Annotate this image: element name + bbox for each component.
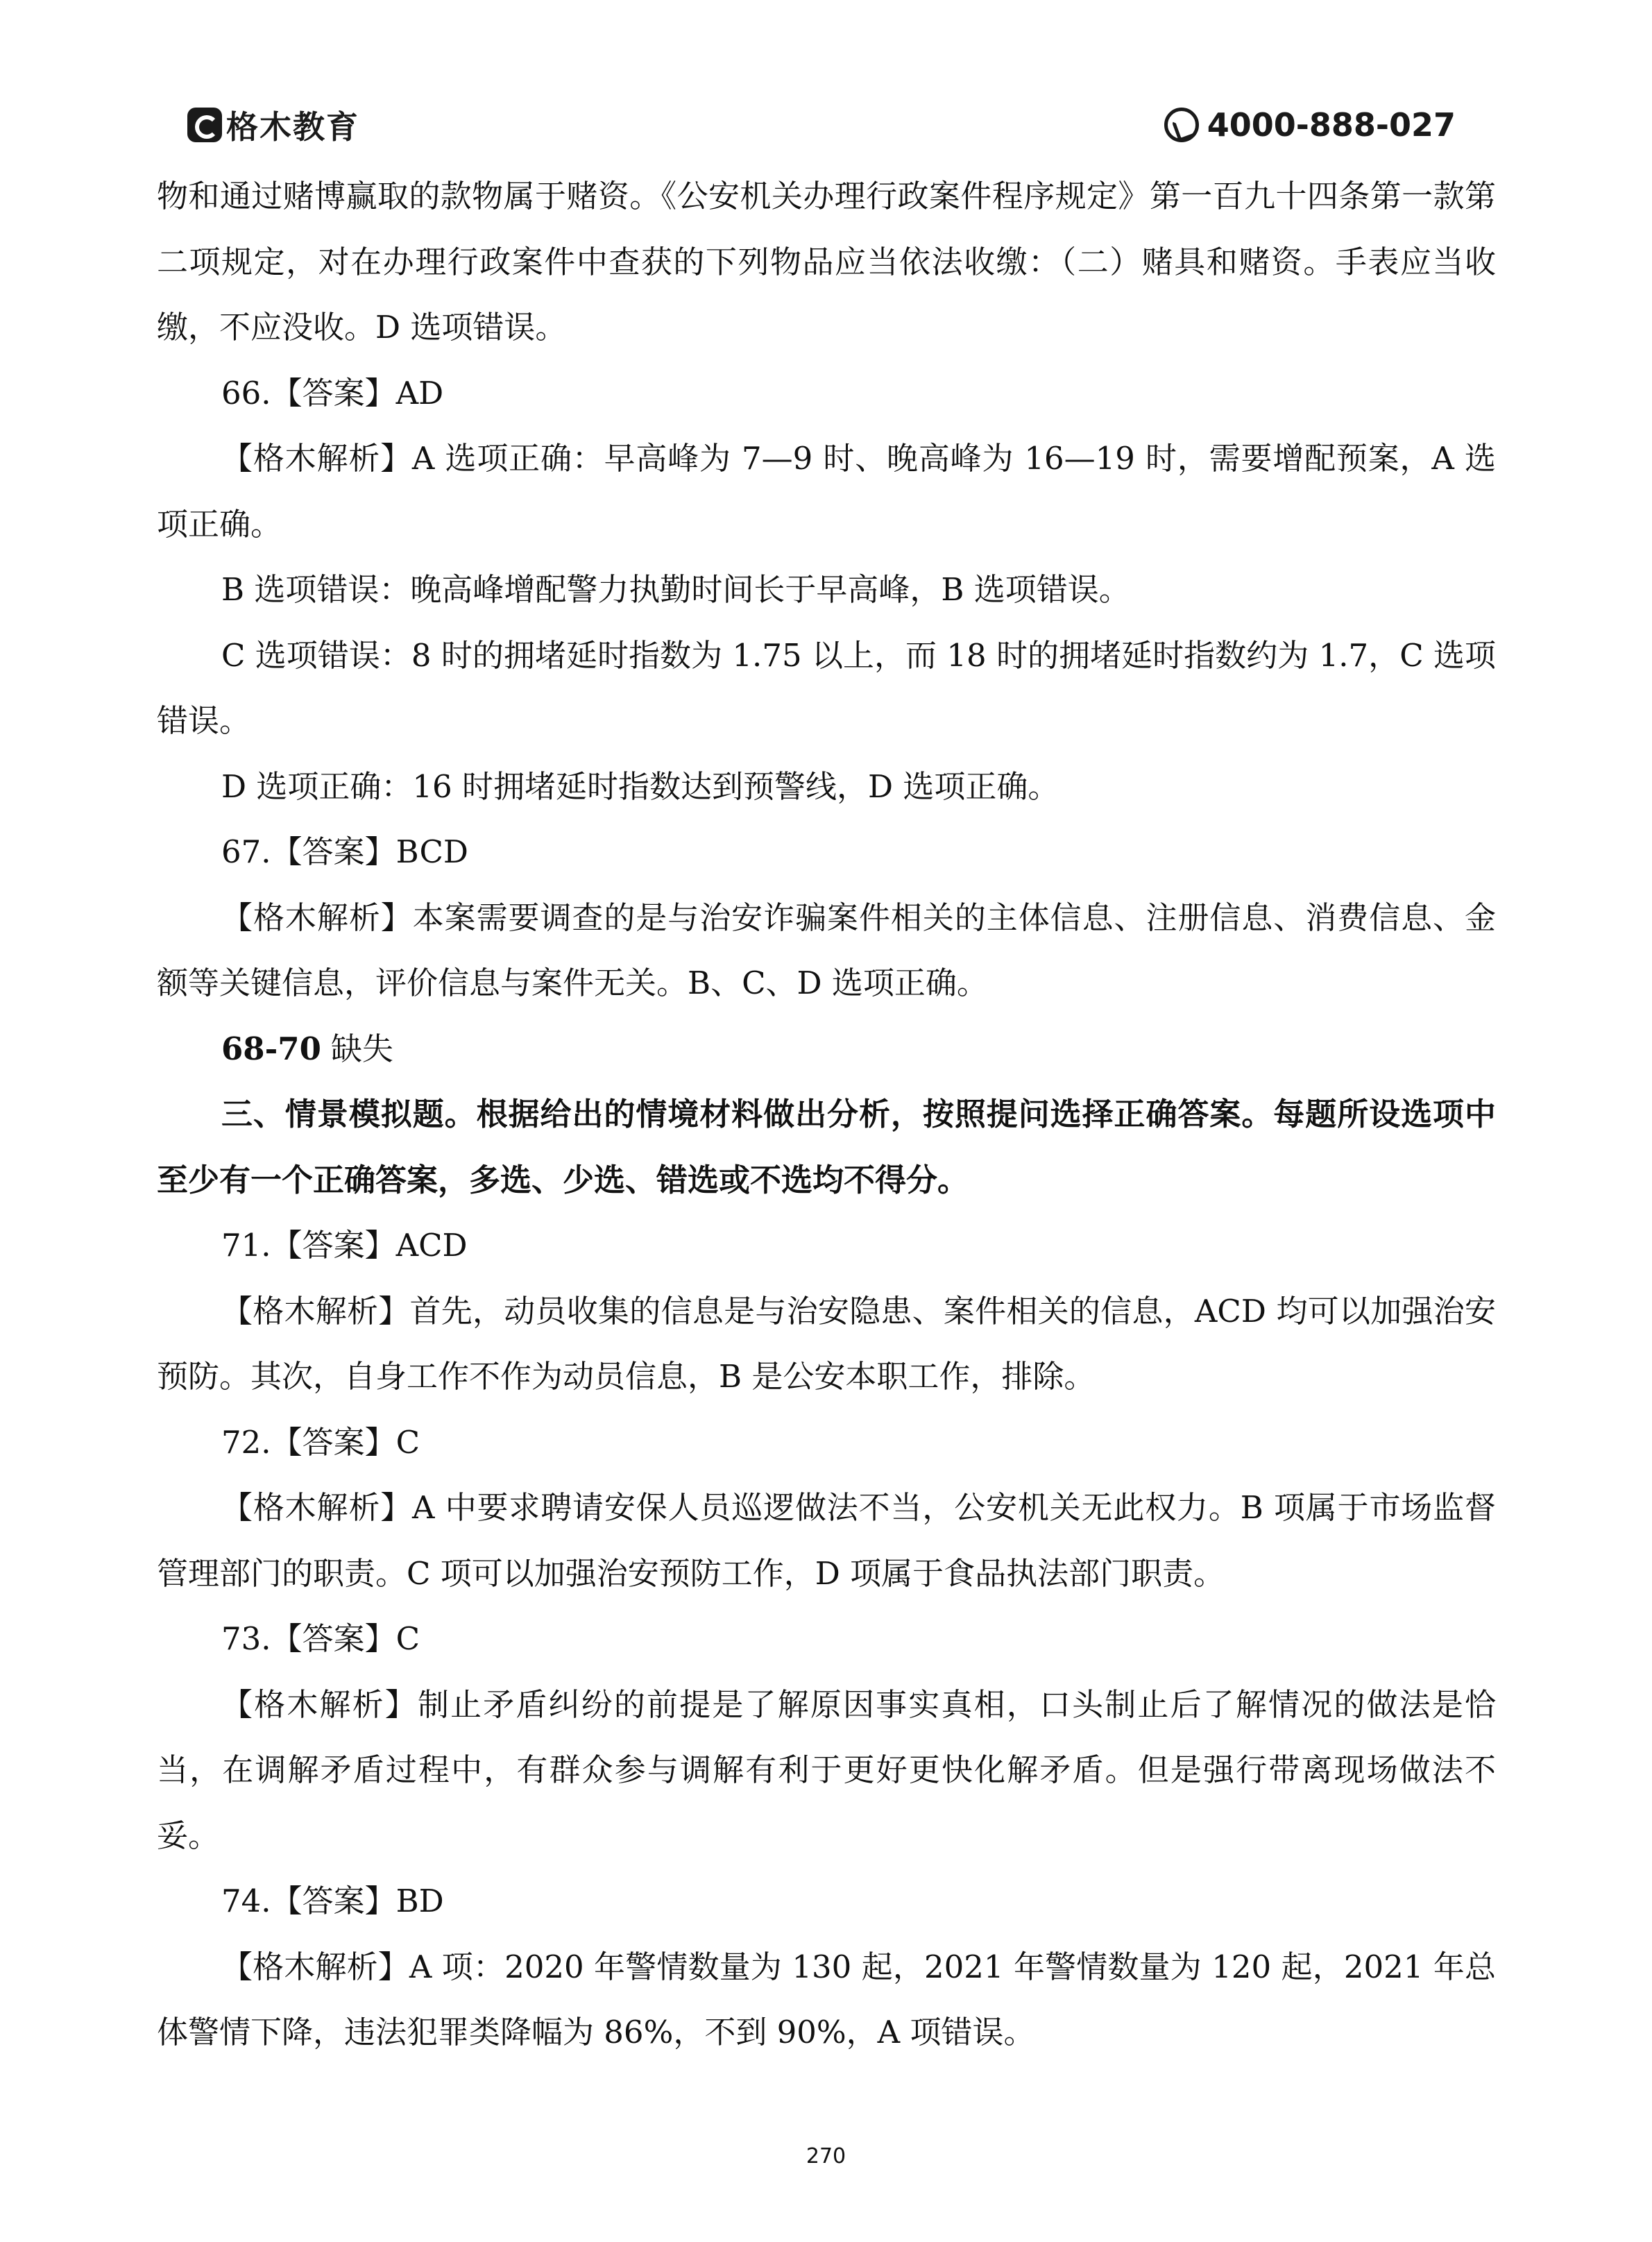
hotline-number: 4000-888-027	[1207, 106, 1456, 144]
answer-66: 66.【答案】AD	[221, 374, 444, 411]
paragraph-continuation: 物和通过赌博赢取的款物属于赌资。《公安机关办理行政案件程序规定》第一百九十四条第一款第二项规定，对在办理行政案件中查获的下列物品应当依法收缴：（二）赌具和赌资。手表应当收缴，不应没收。D 选项错误。	[157, 178, 1496, 346]
page-body	[157, 164, 1496, 2066]
analysis-74: 【格木解析】A 项：2020 年警情数量为 130 起，2021 年警情数量为 120 起，2021 年总体警情下降，违法犯罪类降幅为 86%，不到 90%，A 项错误。	[157, 1948, 1496, 2050]
answer-71: 71.【答案】ACD	[221, 1227, 468, 1264]
answer-67: 67.【答案】BCD	[221, 833, 468, 870]
brand-logo-icon	[187, 108, 222, 142]
brand-logo-text: 格木教育	[226, 108, 359, 146]
missing-text: 缺失	[330, 1030, 393, 1067]
page-number: 270	[806, 2144, 846, 2168]
missing-range: 68-70	[221, 1030, 321, 1067]
section-heading: 三、情景模拟题。根据给出的情境材料做出分析，按照提问选择正确答案。每题所设选项中至少有一个正确答案，多选、少选、错选或不选均不得分。	[157, 1096, 1496, 1198]
analysis-66-d: D 选项正确：16 时拥堵延时指数达到预警线，D 选项正确。	[221, 767, 1059, 805]
answer-74: 74.【答案】BD	[221, 1883, 444, 1919]
analysis-73: 【格木解析】制止矛盾纠纷的前提是了解原因事实真相，口头制止后了解情况的做法是恰当，在调解矛盾过程中，有群众参与调解有利于更好更快化解矛盾。但是强行带离现场做法不妥。	[157, 1685, 1496, 1854]
phone-icon	[1164, 108, 1199, 142]
brand-logo	[187, 104, 359, 146]
analysis-67: 【格木解析】本案需要调查的是与治安诈骗案件相关的主体信息、注册信息、消费信息、金额等关键信息，评价信息与案件无关。B、C、D 选项正确。	[157, 899, 1496, 1001]
analysis-66-b: B 选项错误：晚高峰增配警力执勤时间长于早高峰，B 选项错误。	[221, 571, 1130, 608]
analysis-66: 【格木解析】A 选项正确：早高峰为 7—9 时、晚高峰为 16—19 时，需要增配预案，A 选项正确。	[157, 440, 1496, 543]
missing-notice	[157, 1017, 1496, 1082]
answer-73: 73.【答案】C	[221, 1620, 420, 1657]
page-header	[0, 0, 1652, 167]
analysis-72: 【格木解析】A 中要求聘请安保人员巡逻做法不当，公安机关无此权力。B 项属于市场监督管理部门的职责。C 项可以加强治安预防工作，D 项属于食品执法部门职责。	[157, 1489, 1496, 1592]
answer-72: 72.【答案】C	[221, 1423, 420, 1461]
hotline	[1164, 104, 1456, 146]
analysis-71: 【格木解析】首先，动员收集的信息是与治安隐患、案件相关的信息，ACD 均可以加强治安预防。其次，自身工作不作为动员信息，B 是公安本职工作，排除。	[157, 1292, 1496, 1395]
analysis-66-c: C 选项错误：8 时的拥堵延时指数为 1.75 以上，而 18 时的拥堵延时指数约为 1.7，C 选项错误。	[157, 636, 1496, 739]
